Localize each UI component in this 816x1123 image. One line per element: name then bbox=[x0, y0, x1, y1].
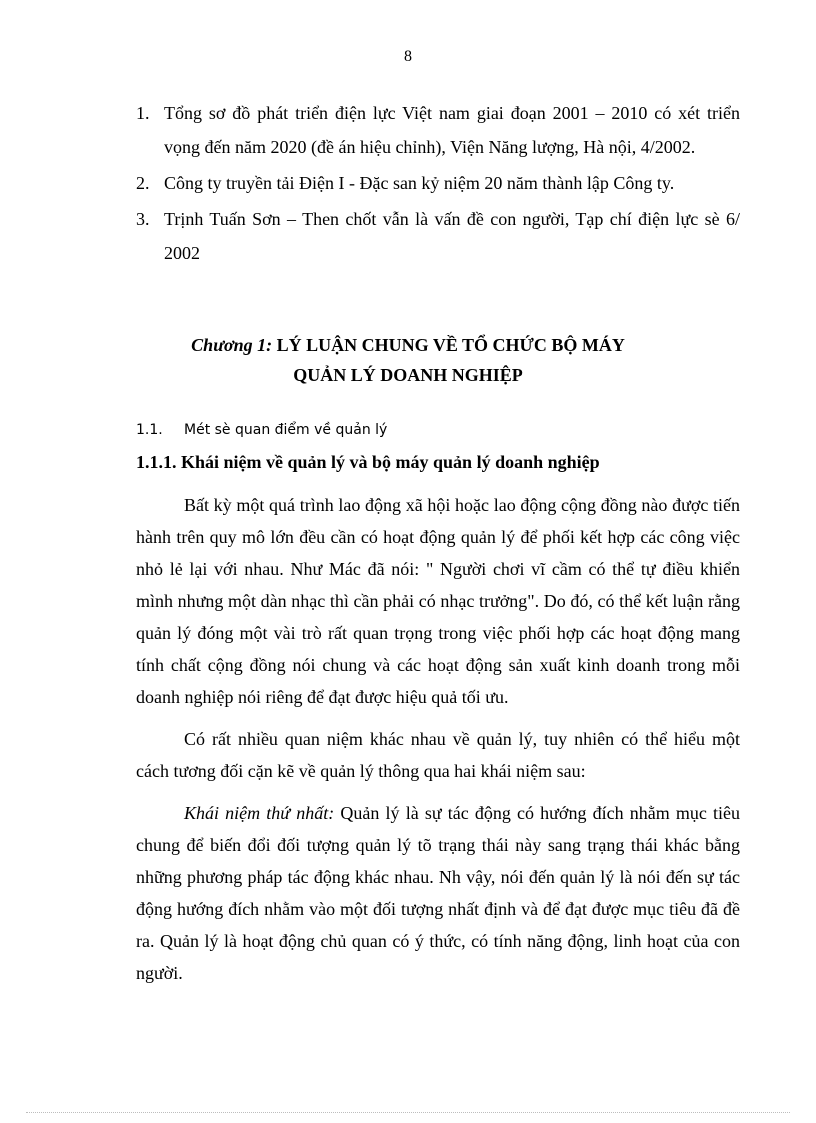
reference-item bbox=[136, 96, 740, 164]
reference-text: Trịnh Tuấn Sơn – Then chốt vẫn là vấn đề con người, Tạp chí điện lực sè 6/ 2002 bbox=[164, 209, 740, 263]
reference-number: 2. bbox=[136, 173, 150, 193]
paragraph: Có rất nhiều quan niệm khác nhau về quản lý, tuy nhiên có thể hiểu một cách tương đối cặn kẽ về quản lý thông qua hai khái niệm sau: bbox=[136, 729, 740, 781]
subsection-heading: 1.1.1. Khái niệm về quản lý và bộ máy quản lý doanh nghiệp bbox=[136, 452, 600, 472]
chapter-title-line-1 bbox=[0, 330, 816, 360]
paragraph-lead: Khái niệm thứ nhất: bbox=[184, 803, 335, 823]
chapter-title-line-2: QUẢN LÝ DOANH NGHIỆP bbox=[293, 365, 523, 385]
chapter-prefix: Chương 1: bbox=[191, 335, 273, 355]
section-title: Mét sè quan điểm về quản lý bbox=[184, 422, 388, 438]
reference-list bbox=[136, 96, 740, 272]
reference-number: 1. bbox=[136, 103, 150, 123]
reference-item bbox=[136, 166, 740, 200]
paragraph-text: Quản lý là sự tác động có hướng đích nhằm mục tiêu chung để biến đổi đối tượng quản lý tõ trạng thái này sang trạng thái khác bằng những phương pháp tác động khác nhau. Nh vậy, nói đến quản lý là nói đến sự tác động hướng đích nhằm vào một đối tượng nhất định và để đạt được mục tiêu đã đề ra. Quản lý là hoạt động chủ quan có ý thức, có tính năng động, linh hoạt của con người. bbox=[136, 803, 740, 983]
paragraph: Bất kỳ một quá trình lao động xã hội hoặc lao động cộng đồng nào được tiến hành trên quy mô lớn đều cần có hoạt động quản lý để phối kết hợp các công việc nhỏ lẻ lại với nhau. Như Mác đã nói: " Người chơi vĩ cầm có thể tự điều khiển mình nhưng một dàn nhạc thì cần phải có nhạc trưởng". Do đó, có thể kết luận rằng quản lý đóng một vài trò rất quan trọng trong việc phối hợp các hoạt động mang tính chất cộng đồng nói chung và các hoạt động sản xuất kinh doanh trong mỗi doanh nghiệp nói riêng để đạt được hiệu quả tối ưu. bbox=[136, 495, 740, 707]
page-bottom-rule bbox=[26, 1112, 790, 1113]
reference-item bbox=[136, 202, 740, 270]
paragraph bbox=[136, 797, 740, 989]
page-number: 8 bbox=[404, 48, 412, 65]
chapter-title-text: LÝ LUẬN CHUNG VỀ TỔ CHỨC BỘ MÁY bbox=[276, 335, 625, 355]
body-text bbox=[136, 489, 740, 999]
reference-text: Tổng sơ đồ phát triển điện lực Việt nam giai đoạn 2001 – 2010 có xét triển vọng đến năm 2020 (đề án hiệu chỉnh), Viện Năng lượng, Hà nội, 4/2002. bbox=[164, 103, 740, 157]
reference-number: 3. bbox=[136, 209, 150, 229]
chapter-title bbox=[0, 330, 816, 390]
section-number: 1.1. bbox=[136, 422, 163, 438]
section-heading bbox=[136, 422, 736, 438]
reference-text: Công ty truyền tải Điện I - Đặc san kỷ niệm 20 năm thành lập Công ty. bbox=[164, 173, 675, 193]
